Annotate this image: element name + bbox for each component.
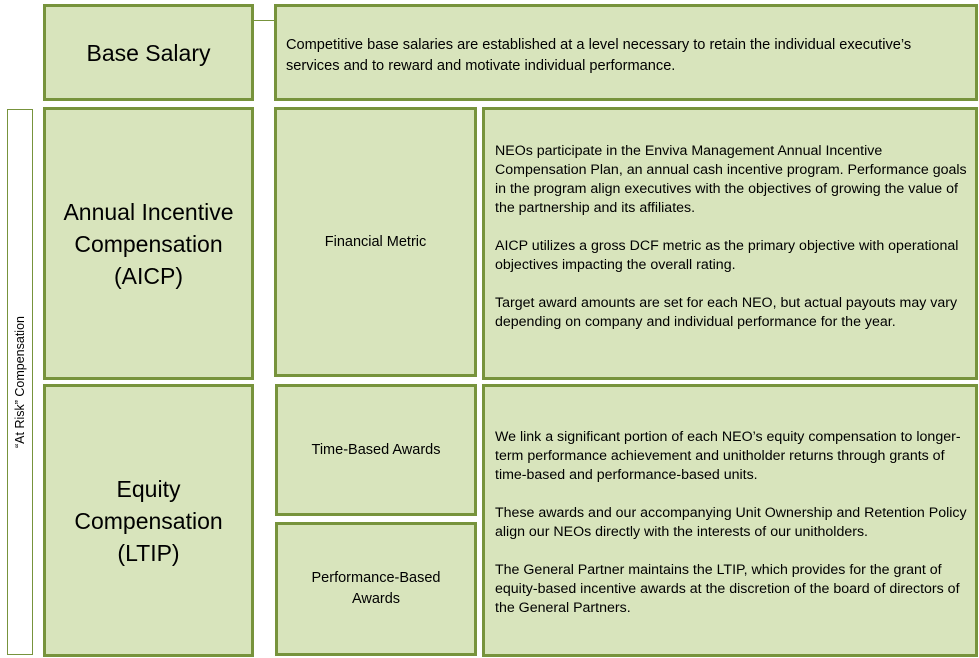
ltip-paragraph: The General Partner maintains the LTIP, which provides for the grant of equity-based incentive awards at the discretion of the board of directors of the General Partners. xyxy=(495,562,960,616)
aicp-title-line: Annual Incentive xyxy=(63,198,234,225)
ltip-title-line: Compensation xyxy=(74,507,223,534)
aicp-paragraph: NEOs participate in the Enviva Management Annual Incentive Compensation Plan, an annual cash incentive program. Performance goals in the program align executives with the objectives of growing the value of the partnership and its affiliates. xyxy=(495,143,967,216)
financial-metric-label: Financial Metric xyxy=(324,233,427,250)
financial-metric-box xyxy=(274,107,477,377)
time-based-awards-label: Time-Based Awards xyxy=(311,441,441,458)
aicp-title-line: (AICP) xyxy=(113,262,183,289)
aicp-title-line: Compensation xyxy=(74,230,223,257)
ltip-description-box xyxy=(482,384,978,657)
ltip-title-line: (LTIP) xyxy=(117,539,180,566)
ltip-title-line: Equity xyxy=(116,475,181,502)
time-based-awards-box xyxy=(275,384,477,516)
base-salary-description-box xyxy=(274,4,978,101)
ltip-paragraph: We link a significant portion of each NEO’s equity compensation to longer-term performance achievement and unitholder returns through grants of time-based and performance-based units. xyxy=(495,429,961,483)
aicp-box xyxy=(43,107,254,380)
at-risk-label: “At Risk” Compensation xyxy=(13,316,27,448)
base-salary-box xyxy=(43,4,254,101)
base-salary-title: Base Salary xyxy=(86,39,211,66)
at-risk-bracket xyxy=(7,109,33,655)
ltip-paragraph: These awards and our accompanying Unit Ownership and Retention Policy align our NEOs directly with the interests of our unitholders. xyxy=(495,505,967,540)
performance-based-awards-label: Performance-Based Awards xyxy=(311,570,441,607)
connector-line xyxy=(253,20,275,21)
aicp-paragraph: Target award amounts are set for each NEO, but actual payouts may vary depending on company and individual performance for the year. xyxy=(495,295,958,330)
base-salary-description: Competitive base salaries are established at a level necessary to retain the individual executive’s services and to reward and motivate individual performance. xyxy=(286,37,912,74)
aicp-description-box xyxy=(482,107,978,380)
aicp-paragraph: AICP utilizes a gross DCF metric as the primary objective with operational objectives impacting the overall rating. xyxy=(495,238,959,273)
ltip-box xyxy=(43,384,254,657)
performance-based-awards-box xyxy=(275,522,477,656)
